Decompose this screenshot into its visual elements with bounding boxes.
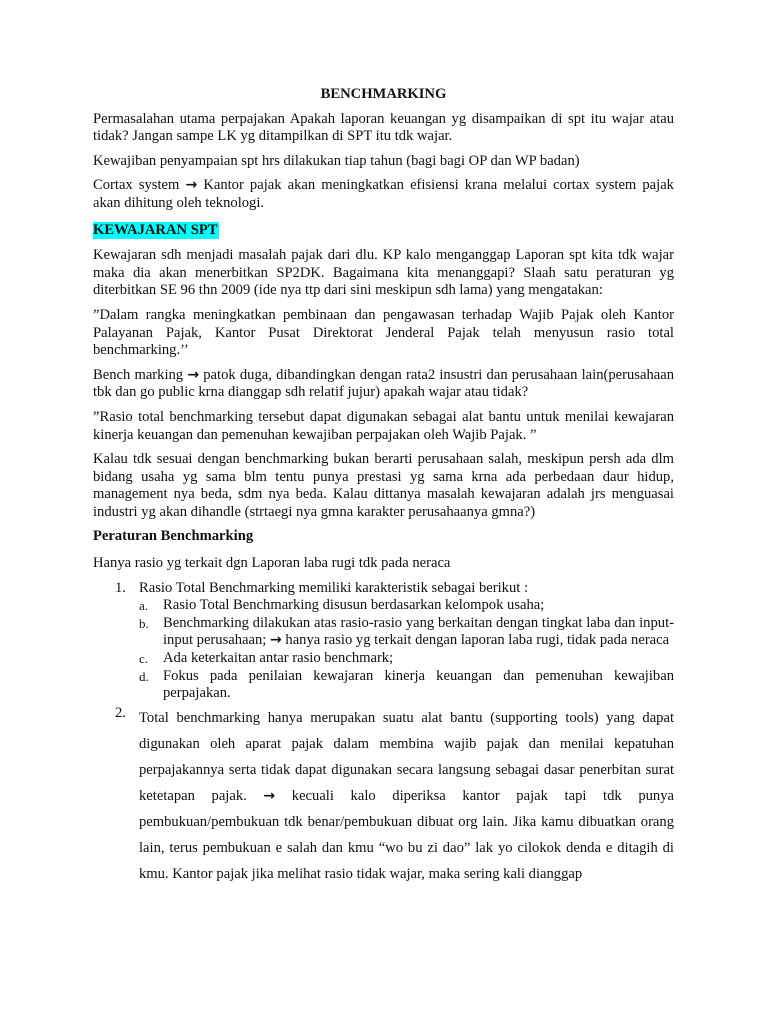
intro-paragraph-2: Kewajiban penyampaian spt hrs dilakukan tiap tahun (bagi bagi OP dan WP badan) [93, 152, 580, 169]
sub-list-text: Ada keterkaitan antar rasio benchmark; [163, 650, 394, 667]
document-body [93, 86, 674, 887]
arrow-icon: → [263, 787, 276, 804]
sub-list-text: Rasio Total Benchmarking disusun berdasarkan kelompok usaha; [163, 597, 545, 614]
list-item-text: Rasio Total Benchmarking memiliki karakteristik sebagai berikut : [139, 579, 528, 596]
list-item [93, 705, 674, 887]
sub-list-text: Benchmarking dilakukan atas rasio-rasio yang berkaitan dengan tingkat laba dan input-input perusahaan; [163, 614, 674, 649]
peraturan-paragraph-1: Hanya rasio yg terkait dgn Laporan laba rugi tdk pada neraca [93, 555, 451, 572]
numbered-list [93, 580, 674, 887]
arrow-icon: → [187, 366, 200, 383]
sub-list-letter: a. [139, 598, 149, 614]
benchmarking-term: Bench marking [93, 366, 184, 383]
list-item-text [139, 705, 674, 887]
list-item [93, 580, 674, 703]
benchmarking-explanation: patok duga, dibandingkan dengan rata2 insustri dan perusahaan lain(perusahaan tbk dan go public krna dianggap sdh relatif jujur) apakah wajar atau tidak? [93, 366, 675, 401]
arrow-icon: → [185, 177, 198, 194]
sub-list-text: Fokus pada penilaian kewajaran kinerja keuangan dan pemenuhan kewajiban perpajakan. [163, 667, 674, 702]
sub-list-item [139, 597, 674, 615]
cortax-description: Kantor pajak akan meningkatkan efisiensi krana melalui cortax system pajak akan dihitung oleh teknologi. [93, 177, 674, 211]
intro-paragraph-1: Permasalahan utama perpajakan Apakah laporan keuangan yg disampaikan di spt itu wajar atau tidak? Jangan sampe LK yg ditampilkan di SPT itu tdk wajar. [93, 110, 674, 145]
list-number: 2. [115, 704, 126, 721]
kewajaran-paragraph-1: Kewajaran sdh menjadi masalah pajak dari dlu. KP kalo menganggap Laporan spt kita tdk wajar maka dia akan menerbitkan SP2DK. Bagaimana kita menanggapi? Slaah satu peraturan yg diterbitkan SE 96 thn 2009 (ide nya ttp dari sini meskipun sdh lama) yang mengatakan: [93, 247, 674, 299]
lettered-list [139, 597, 674, 703]
sub-list-letter: b. [139, 615, 149, 631]
list-number: 1. [115, 579, 126, 596]
section-heading-peraturan: Peraturan Benchmarking [93, 528, 254, 545]
arrow-icon: → [270, 632, 282, 649]
cortax-label: Cortax system [93, 177, 180, 194]
sub-list-item [139, 650, 674, 668]
kewajaran-quote-2: ”Rasio total benchmarking tersebut dapat digunakan sebagai alat bantu untuk menilai kewajaran kinerja keuangan dan pemenuhan kewajiban perpajakan oleh Wajib Pajak. ” [93, 408, 674, 443]
sub-list-letter: d. [139, 668, 149, 684]
sub-list-letter: c. [139, 651, 149, 667]
document-title: BENCHMARKING [320, 86, 447, 102]
sub-list-item [139, 668, 674, 703]
kewajaran-paragraph-3: Kalau tdk sesuai dengan benchmarking bukan berarti perusahaan salah, meskipun persh ada dlm bidang usaha yg sama blm tentu punya prestasi yg sama krna ada perbedaan daur hidup, management nya beda, sdm nya beda. Kalau dittanya masalah kewajaran adalah jrs menguasai industri yg akan dihandle (strtaegi nya gmna karakter perusahaanya gmna?) [93, 451, 674, 520]
intro-paragraph-3 [93, 177, 674, 212]
sub-list-text-continued: hanya rasio yg terkait dengan laporan laba rugi, tidak pada neraca [285, 632, 670, 649]
benchmarking-definition [93, 367, 674, 402]
kewajaran-quote-1: ”Dalam rangka meningkatkan pembinaan dan pengawasan terhadap Wajib Pajak oleh Kantor Palayanan Pajak, Kantor Pusat Direktorat Jenderal Pajak telah menyusun rasio total benchmarking.’’ [93, 306, 674, 359]
sub-list-item [139, 615, 674, 650]
section-heading-kewajaran: KEWAJARAN SPT [93, 221, 218, 238]
list-item-text-part-1: Total benchmarking hanya merupakan suatu alat bantu (supporting tools) yang dapat digunakan oleh aparat pajak dalam membina wajib pajak dan menilai kepatuhan perpajakannya serta tidak dapat digunakan secara langsung sebagai dasar penerbitan surat ketetapan pajak. [139, 709, 674, 804]
list-item-text-part-2: kecuali kalo diperiksa kantor pajak tapi tdk punya pembukuan/pembukuan tdk benar/pembukuan dibuat org lain. Jika kamu dibuatkan orang lain, terus pembukuan e salah dan kmu “wo bu zi dao” lak yo cilokok denda e ditagih di kmu. Kantor pajak jika melihat rasio tidak wajar, maka sering kali dianggap [139, 787, 674, 882]
